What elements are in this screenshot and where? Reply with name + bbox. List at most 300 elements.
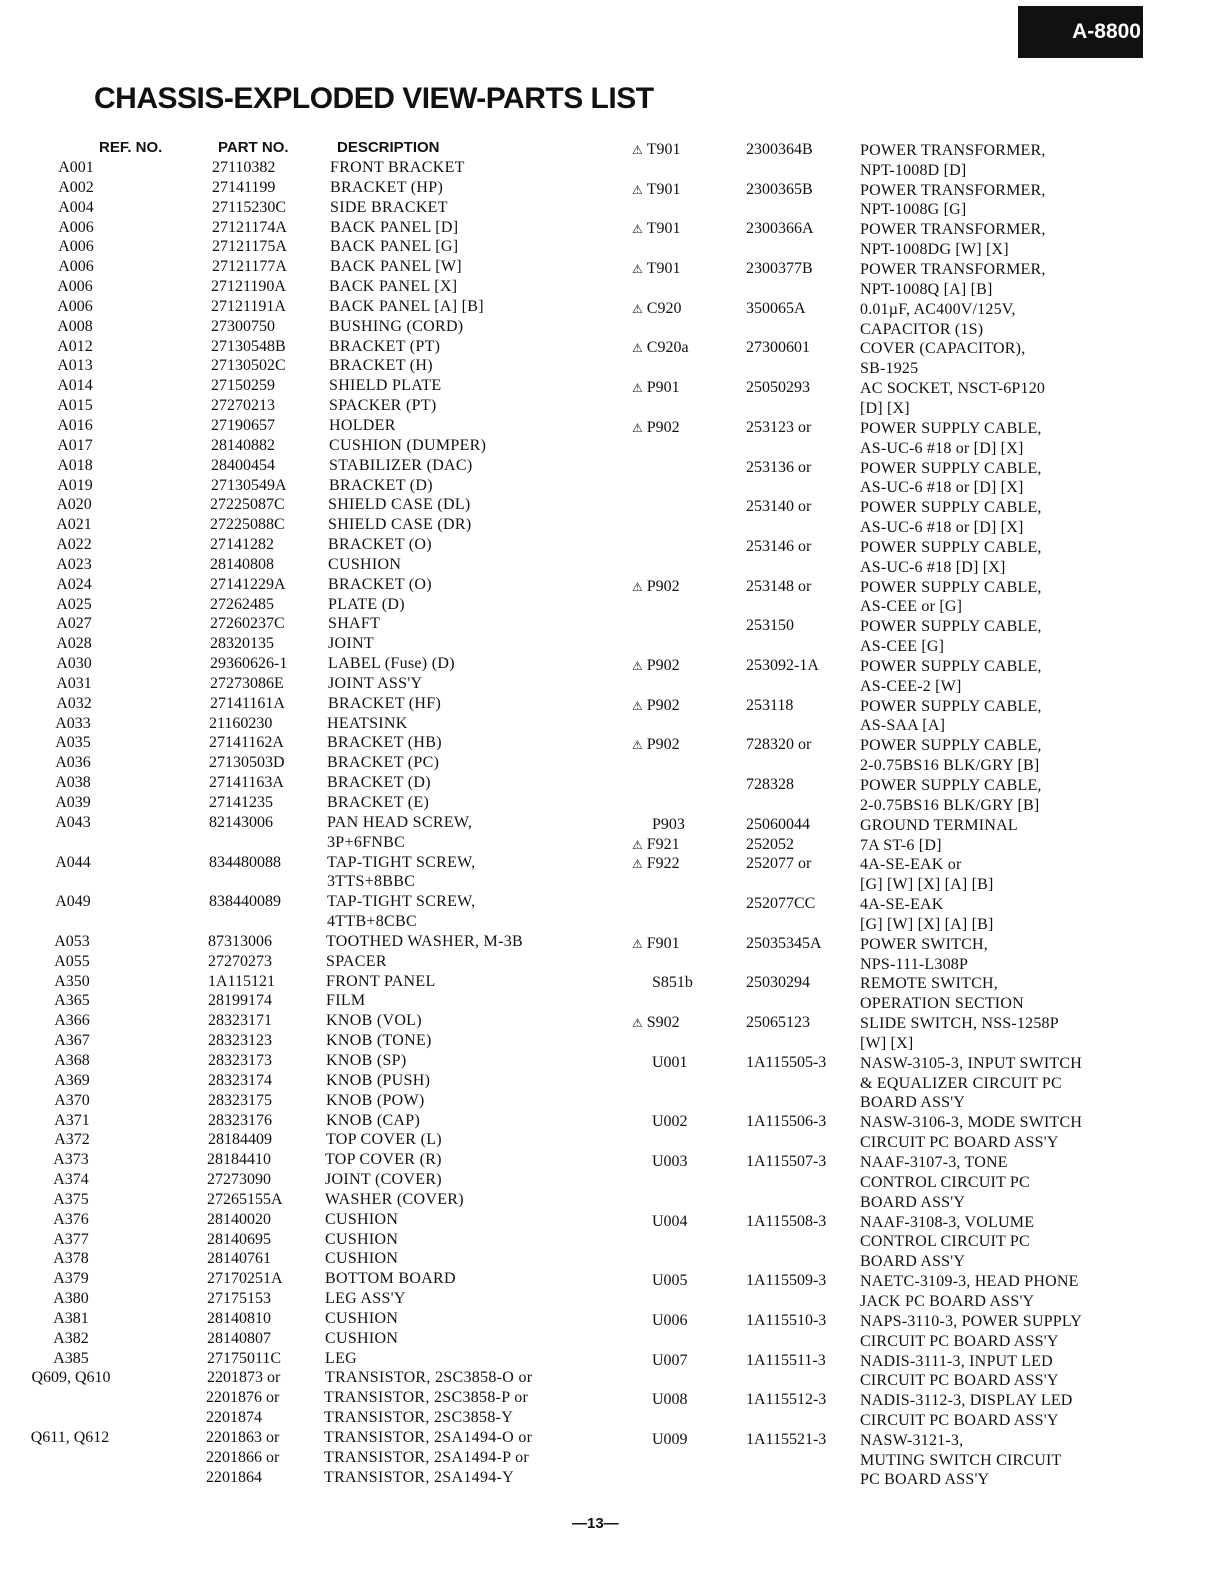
description-line: [G] [W] [X] [A] [B] [860, 915, 994, 933]
description-line: AS-UC-6 #18 or [D] [X] [860, 479, 1024, 497]
description [860, 260, 1046, 300]
description: STABILIZER (DAC) [329, 456, 473, 474]
description: TAP-TIGHT SCREW, [327, 893, 476, 911]
parts-row [0, 615, 1224, 655]
description: CUSHION [325, 1329, 399, 1347]
ref-no: A004 [58, 198, 94, 216]
parts-row [0, 1389, 1224, 1429]
description-line: POWER SUPPLY CABLE, [860, 777, 1042, 794]
ref-no: Q609, Q610 [31, 1369, 111, 1387]
description: BRACKET (D) [327, 774, 431, 792]
description [860, 836, 942, 856]
ref-no: A016 [57, 416, 93, 434]
ref-no [632, 855, 702, 873]
description [860, 419, 1042, 459]
ref-no: A021 [56, 516, 92, 534]
part-no: 253146 or [746, 537, 812, 555]
description-line: NPT-1008DG [W] [X] [860, 241, 1009, 259]
ref-no: A371 [54, 1111, 90, 1129]
part-no: 27141163A [209, 774, 284, 792]
part-no: 28323171 [208, 1012, 272, 1030]
description-line: POWER SUPPLY CABLE, [860, 618, 1042, 636]
parts-row [0, 1012, 1224, 1052]
ref-no: A368 [54, 1051, 90, 1069]
parts-row [0, 695, 1224, 735]
ref-no: A001 [58, 159, 94, 176]
description [860, 1054, 1082, 1113]
part-no: 27260237C [210, 615, 285, 633]
description: FRONT PANEL [326, 972, 436, 990]
part-no: 28323173 [208, 1051, 272, 1069]
ref-no [632, 339, 702, 357]
description-line: 7A ST-6 [D] [860, 836, 942, 854]
ref-no-text: P901 [646, 379, 680, 397]
description: CUSHION [325, 1309, 399, 1327]
parts-row [0, 814, 1224, 834]
description-line: POWER SUPPLY CABLE, [860, 578, 1042, 596]
description-line: CIRCUIT PC BOARD ASS'Y [860, 1332, 1059, 1350]
part-no: 28323175 [208, 1091, 272, 1109]
description: BRACKET (H) [329, 357, 433, 375]
ref-no-text: P903 [652, 815, 685, 833]
part-no: 253118 [746, 696, 794, 714]
ref-no-text: T901 [646, 141, 681, 158]
parts-row [0, 337, 1224, 377]
description [860, 1153, 1030, 1212]
description-line: CIRCUIT PC BOARD ASS'Y [860, 1372, 1059, 1390]
part-no: 82143006 [209, 813, 273, 831]
parts-row [0, 298, 1224, 338]
parts-row [0, 1052, 1224, 1112]
description: KNOB (CAP) [326, 1111, 421, 1129]
part-no: 27141161A [210, 694, 285, 712]
part-no: 1A115510-3 [746, 1311, 827, 1329]
part-no: 253092-1A [746, 656, 819, 674]
part-no: 1A115507-3 [746, 1153, 827, 1171]
description-line: POWER SUPPLY CABLE, [860, 538, 1042, 556]
part-no: 28140695 [207, 1230, 271, 1248]
description-line: POWER SUPPLY CABLE, [860, 697, 1042, 715]
description: SHIELD CASE (DL) [328, 496, 471, 514]
description: LEG [325, 1349, 358, 1367]
description-line: NAAF-3108-3, VOLUME [860, 1213, 1035, 1231]
part-no: 27270213 [211, 397, 275, 415]
description: CUSHION (DUMPER) [329, 436, 487, 454]
description-line: POWER SUPPLY CABLE, [860, 657, 1042, 675]
description: TRANSISTOR, 2SA1494-P or [324, 1448, 530, 1466]
part-no: 27225087C [210, 496, 285, 514]
description [860, 974, 1024, 1014]
ref-no-text: P902 [646, 577, 680, 595]
description: PLATE (D) [328, 595, 405, 613]
ref-no [632, 300, 702, 318]
description-line: AS-CEE [G] [860, 638, 945, 656]
description-line: OPERATION SECTION [860, 995, 1024, 1013]
ref-no-text: C920 [646, 299, 682, 317]
ref-no: A038 [55, 774, 91, 792]
description-line: [D] [X] [860, 399, 910, 417]
part-no: 28184410 [207, 1151, 271, 1169]
description [860, 697, 1042, 737]
ref-no: A035 [55, 734, 91, 752]
ref-no-text: P902 [646, 736, 680, 754]
ref-no: A024 [56, 575, 92, 593]
ref-no: A369 [54, 1071, 90, 1089]
part-no: 27130502C [211, 357, 286, 375]
description: KNOB (TONE) [326, 1032, 432, 1050]
ref-no [632, 935, 702, 953]
description-line: AS-SAA [A] [860, 717, 946, 735]
part-no: 1A115512-3 [746, 1391, 827, 1409]
description-line: CIRCUIT PC BOARD ASS'Y [860, 1412, 1059, 1429]
ref-no-text: U008 [652, 1391, 688, 1409]
description [860, 1391, 1073, 1431]
description: BACK PANEL [G] [330, 238, 459, 256]
part-no: 28140808 [210, 555, 274, 573]
part-no: 21160230 [209, 714, 273, 732]
ref-no-text: P902 [646, 418, 680, 436]
part-no: 27273086E [210, 674, 284, 692]
page-title: CHASSIS-EXPLODED VIEW-PARTS LIST [94, 82, 654, 115]
parts-row [0, 655, 1224, 695]
ref-no: A013 [57, 357, 93, 375]
description [860, 379, 1045, 419]
description [860, 1113, 1082, 1153]
ref-no [632, 1153, 722, 1171]
description-line: 2-0.75BS16 BLK/GRY [B] [860, 757, 1040, 775]
parts-row [0, 179, 1224, 219]
part-no: 252052 [746, 835, 794, 853]
description-line: AS-UC-6 #18 [D] [X] [860, 558, 1006, 576]
ref-no-text: U009 [652, 1430, 688, 1448]
ref-no: A033 [55, 714, 91, 732]
ref-no: A032 [56, 694, 92, 712]
part-no: 2300377B [746, 260, 813, 278]
ref-no-text: U003 [652, 1153, 688, 1171]
ref-no-header: REF. NO. [99, 139, 163, 156]
description [860, 1014, 1059, 1054]
ref-no: A043 [55, 813, 91, 831]
description-line: REMOTE SWITCH, [860, 975, 998, 993]
description-line: & EQUALIZER CIRCUIT PC [860, 1074, 1062, 1092]
ref-no [632, 578, 702, 596]
part-no: 27300750 [211, 317, 275, 335]
warning-triangle-icon: ⚠ [632, 837, 643, 852]
part-no: 1A115521-3 [746, 1430, 827, 1448]
part-no-header: PART NO. [218, 139, 289, 156]
ref-no-text: U007 [652, 1351, 688, 1369]
part-no: 253136 or [746, 458, 812, 476]
ref-no: A049 [55, 893, 91, 911]
ref-no: A006 [57, 278, 93, 296]
part-no: 28140882 [211, 436, 275, 454]
part-no: 28320135 [210, 635, 274, 653]
description: BUSHING (CORD) [329, 317, 464, 335]
part-no: 29360626-1 [210, 655, 288, 673]
description [860, 578, 1042, 618]
ref-no [632, 1113, 722, 1131]
description [860, 538, 1042, 578]
description: BACK PANEL [D] [330, 218, 459, 236]
part-no: 1A115121 [208, 972, 275, 990]
ref-no: A027 [56, 615, 92, 633]
description-line: GROUND TERMINAL [860, 816, 1018, 834]
part-no: 1A115509-3 [746, 1272, 827, 1290]
description: JOINT (COVER) [325, 1171, 442, 1189]
ref-no-text: S851b [652, 974, 693, 992]
part-no: 27121175A [212, 238, 287, 256]
ref-no-text: T901 [646, 220, 681, 238]
part-no: 27130548B [211, 337, 286, 355]
ref-no: A372 [54, 1131, 90, 1149]
ref-no [632, 657, 702, 675]
ref-no: A376 [53, 1210, 89, 1228]
warning-triangle-icon: ⚠ [632, 222, 643, 237]
description: FRONT BRACKET [330, 159, 465, 176]
warning-triangle-icon: ⚠ [632, 420, 643, 435]
description-line: CONTROL CIRCUIT PC [860, 1173, 1030, 1191]
description: BRACKET (O) [328, 536, 432, 554]
ref-no [632, 1054, 722, 1072]
ref-no: A375 [53, 1190, 89, 1208]
ref-no-text: U006 [652, 1311, 688, 1329]
description: 3TTS+8BBC [327, 873, 416, 891]
ref-no-text: U004 [652, 1212, 688, 1230]
parts-row [0, 933, 1224, 973]
description: KNOB (PUSH) [326, 1071, 431, 1089]
parts-row [0, 377, 1224, 417]
part-no: 27121174A [212, 218, 287, 236]
warning-triangle-icon: ⚠ [632, 1016, 643, 1031]
parts-row [0, 972, 1224, 1012]
ref-no [632, 1312, 722, 1330]
description: BRACKET (PT) [329, 337, 441, 355]
part-no: 2201863 or [206, 1429, 280, 1446]
parts-row [0, 1111, 1224, 1151]
part-no: 1A115508-3 [746, 1212, 827, 1230]
description [860, 300, 1016, 340]
part-no: 838440089 [209, 893, 281, 911]
ref-no: A382 [53, 1329, 89, 1347]
description [860, 1272, 1079, 1312]
description [860, 776, 1042, 816]
description: CUSHION [328, 555, 402, 573]
ref-no: A039 [55, 794, 91, 811]
description: BOTTOM BOARD [325, 1270, 456, 1288]
description-line: NAETC-3109-3, HEAD PHONE [860, 1273, 1079, 1291]
description: BRACKET (E) [327, 794, 430, 811]
part-no: 28140810 [207, 1309, 271, 1327]
part-no: 253148 or [746, 577, 812, 595]
description: FILM [326, 992, 366, 1010]
part-no: 87313006 [208, 932, 272, 950]
ref-no [632, 697, 702, 715]
description: CUSHION [325, 1250, 399, 1268]
ref-no: A367 [54, 1032, 90, 1050]
ref-no [632, 1352, 722, 1370]
part-no: 27170251A [207, 1270, 283, 1288]
description: SHIELD CASE (DR) [328, 516, 472, 534]
part-no: 27270273 [208, 952, 272, 970]
part-no: 2300365B [746, 180, 813, 198]
description-line: POWER TRANSFORMER, [860, 142, 1046, 159]
ref-no-text: T901 [646, 180, 681, 198]
ref-no: A017 [57, 436, 93, 454]
parts-row [0, 1350, 1224, 1390]
part-no: 25035345A [746, 934, 822, 952]
part-no: 350065A [746, 299, 806, 317]
description [860, 141, 1046, 181]
ref-no: A015 [57, 397, 93, 415]
part-no: 28323176 [208, 1111, 272, 1129]
description-line: POWER SWITCH, [860, 935, 988, 953]
part-no: 27300601 [746, 339, 810, 357]
warning-triangle-icon: ⚠ [632, 262, 643, 277]
part-no: 25060044 [746, 815, 810, 833]
description-line: NADIS-3112-3, DISPLAY LED [860, 1392, 1073, 1410]
ref-no: A023 [56, 555, 92, 573]
parts-row [0, 536, 1224, 576]
description: TRANSISTOR, 2SC3858-Y [324, 1409, 514, 1427]
description-line: POWER SUPPLY CABLE, [860, 737, 1042, 755]
description-line: NASW-3105-3, INPUT SWITCH [860, 1054, 1083, 1072]
parts-row [0, 893, 1224, 933]
ref-no: A006 [58, 218, 94, 236]
part-no: 2201874 [206, 1409, 262, 1427]
ref-no-text: C920a [646, 339, 689, 357]
description: BACK PANEL [W] [330, 258, 462, 276]
ref-no: A020 [56, 496, 92, 514]
ref-no-text: U005 [652, 1272, 688, 1290]
description [860, 895, 994, 935]
description-line: 4A-SE-EAK or [860, 856, 962, 874]
right-parts-list [0, 139, 1224, 1488]
ref-no: A014 [57, 377, 93, 395]
description [860, 1213, 1034, 1272]
part-no: 1A115511-3 [746, 1351, 826, 1369]
ref-no: A365 [54, 992, 90, 1010]
description-line: PC BOARD ASS'Y [860, 1471, 990, 1489]
ref-no: A012 [57, 337, 93, 355]
description: TOP COVER (R) [325, 1151, 442, 1169]
description: TRANSISTOR, 2SA1494-O or [324, 1429, 533, 1446]
description: 3P+6FNBC [327, 833, 406, 851]
part-no: 1A115505-3 [746, 1053, 827, 1071]
part-no: 252077 or [746, 855, 812, 873]
part-no: 27115230C [212, 198, 287, 216]
ref-no [632, 141, 702, 159]
description: BRACKET (HP) [330, 178, 444, 196]
warning-triangle-icon: ⚠ [632, 698, 643, 713]
ref-no-text: F901 [646, 934, 680, 952]
part-no: 28323123 [208, 1032, 272, 1050]
ref-no: A044 [55, 853, 91, 871]
ref-no: A006 [58, 238, 94, 256]
ref-no: A018 [57, 456, 93, 474]
part-no: 27141162A [209, 734, 284, 752]
ref-no: A019 [57, 476, 93, 494]
description-line: [G] [W] [X] [A] [B] [860, 876, 994, 894]
part-no: 28140761 [207, 1250, 271, 1268]
description-line: 4A-SE-EAK [860, 896, 944, 914]
part-no: 2201866 or [206, 1448, 280, 1466]
description [860, 657, 1042, 697]
part-no: 834480088 [209, 853, 281, 871]
description [860, 1312, 1082, 1352]
description-line: BOARD ASS'Y [860, 1193, 966, 1211]
part-no: 253140 or [746, 498, 812, 516]
warning-triangle-icon: ⚠ [632, 658, 643, 673]
ref-no: A002 [58, 178, 94, 196]
ref-no: A366 [54, 1012, 90, 1030]
description-line: JACK PC BOARD ASS'Y [860, 1292, 1035, 1310]
part-no: 27141282 [210, 536, 274, 554]
description: SPACKER (PT) [329, 397, 437, 415]
part-no: 27110382 [212, 159, 276, 176]
ref-no-text: P902 [646, 656, 680, 674]
description: TRANSISTOR, 2SA1494-Y [324, 1468, 515, 1486]
parts-row [0, 258, 1224, 298]
ref-no: A006 [58, 258, 94, 276]
part-no: 27141199 [212, 178, 276, 196]
ref-no [632, 1213, 722, 1231]
parts-row [0, 417, 1224, 457]
part-no: 27273090 [207, 1171, 271, 1189]
ref-no: A370 [54, 1091, 90, 1109]
parts-row [0, 576, 1224, 616]
description-line: BOARD ASS'Y [860, 1253, 966, 1271]
part-no: 28323174 [208, 1071, 272, 1089]
description [860, 498, 1042, 538]
ref-no [632, 419, 702, 437]
description [860, 1352, 1059, 1392]
parts-row [0, 218, 1224, 258]
description: SIDE BRACKET [330, 198, 448, 216]
part-no: 27175011C [207, 1349, 282, 1367]
description: TAP-TIGHT SCREW, [327, 853, 476, 871]
ref-no: A028 [56, 635, 92, 653]
part-no: 2300366A [746, 220, 814, 238]
description-line: AS-UC-6 #18 or [D] [X] [860, 439, 1024, 457]
description-line: NASW-3106-3, MODE SWITCH [860, 1114, 1083, 1132]
description-line: CAPACITOR (1S) [860, 320, 984, 338]
part-no: 28140020 [207, 1210, 271, 1228]
ref-no: A055 [54, 952, 90, 970]
description: JOINT [328, 635, 374, 653]
parts-row [0, 496, 1224, 536]
description: HOLDER [329, 416, 396, 434]
warning-triangle-icon: ⚠ [632, 301, 643, 316]
description-line: POWER TRANSFORMER, [860, 181, 1046, 199]
description: KNOB (SP) [326, 1051, 407, 1069]
parts-row [0, 457, 1224, 497]
description [860, 459, 1042, 499]
description-line: SLIDE SWITCH, NSS-1258P [860, 1015, 1059, 1033]
ref-no: A379 [53, 1270, 89, 1288]
ref-no: A380 [53, 1290, 89, 1308]
description [860, 736, 1042, 776]
ref-no [632, 379, 702, 397]
description-line: 2-0.75BS16 BLK/GRY [B] [860, 796, 1040, 814]
part-no: 27225088C [210, 516, 285, 534]
part-no: 27130503D [209, 754, 285, 772]
parts-row [0, 1151, 1224, 1211]
description-line: AC SOCKET, NSCT-6P120 [860, 380, 1046, 398]
part-no: 27121191A [211, 297, 286, 315]
description-line: COVER (CAPACITOR), [860, 340, 1026, 358]
part-no: 2201864 [206, 1468, 262, 1486]
warning-triangle-icon: ⚠ [632, 182, 643, 197]
